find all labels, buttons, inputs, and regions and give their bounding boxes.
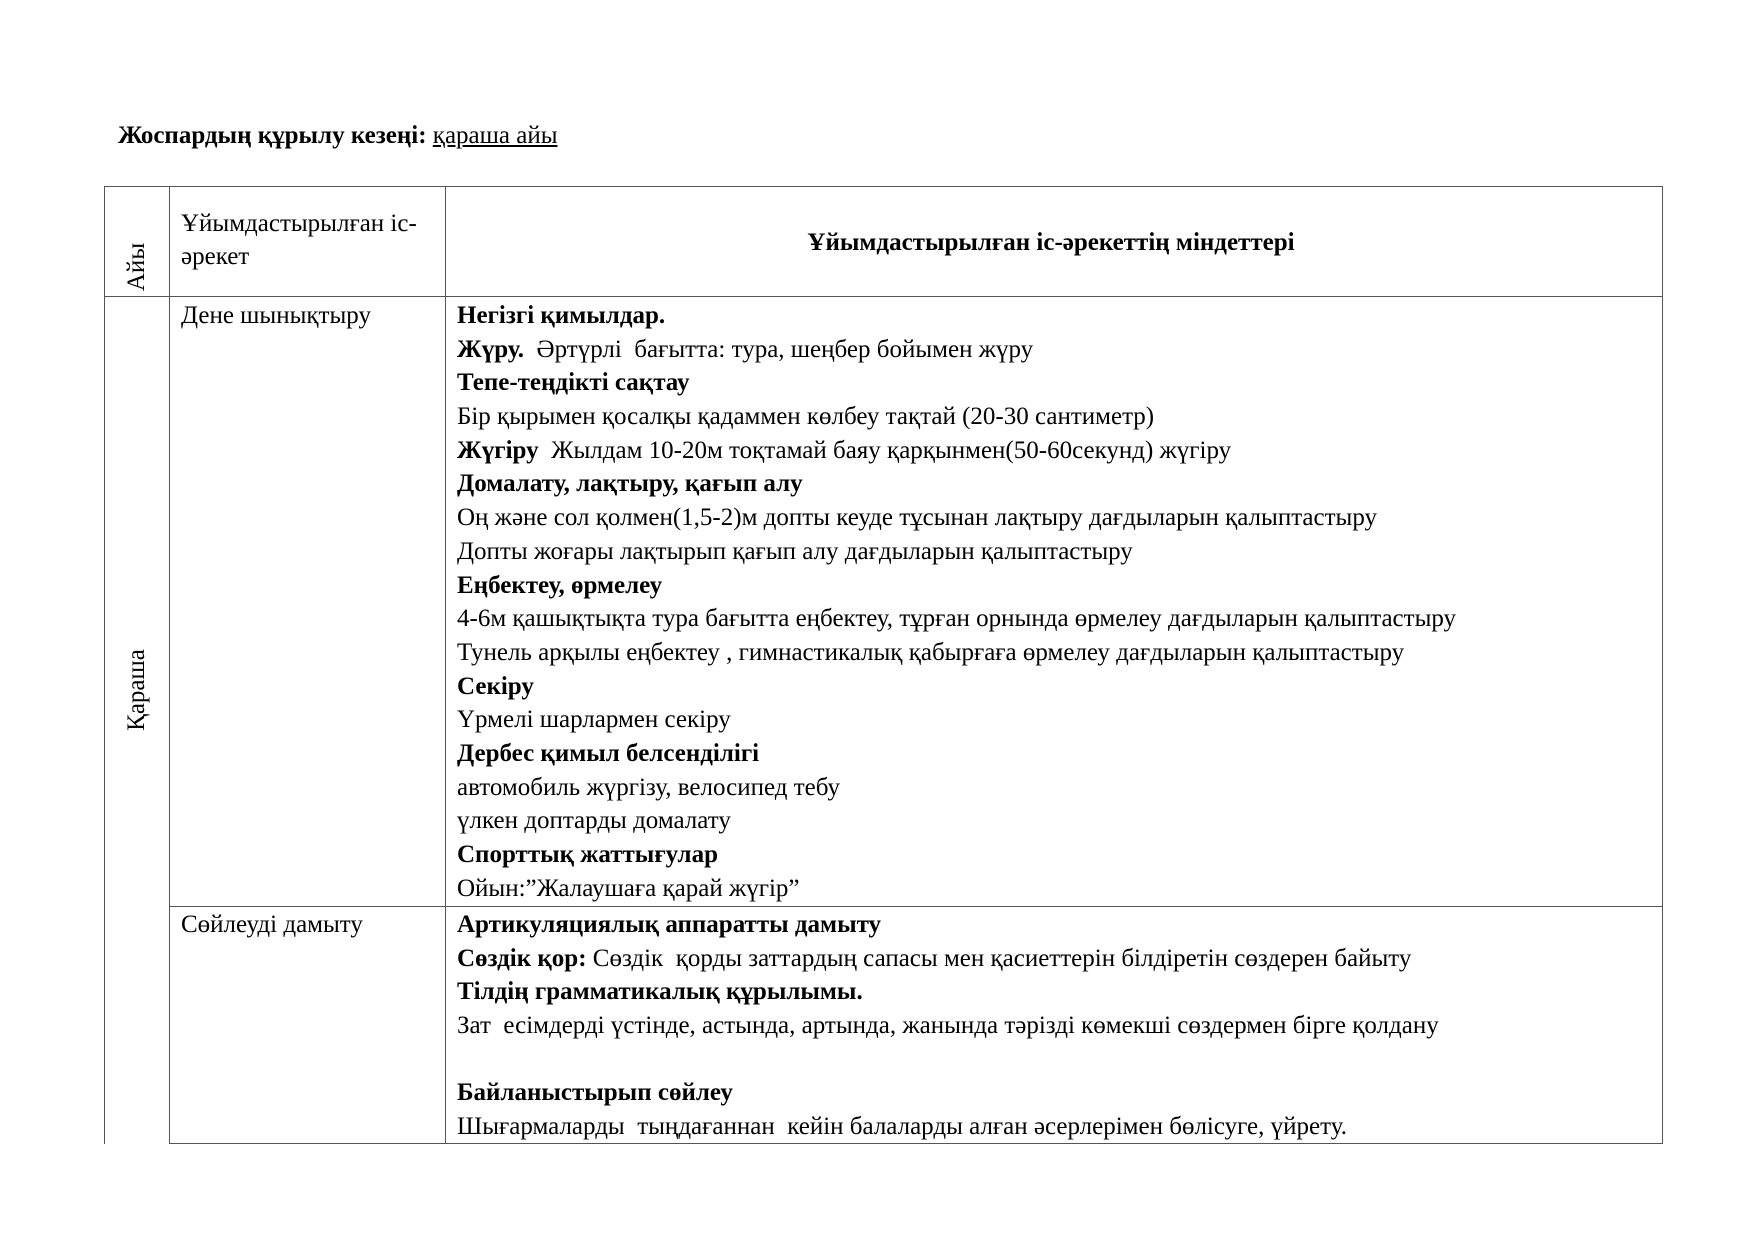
task-line-text: үлкен доптарды домалату [457, 807, 731, 835]
task-line [457, 400, 1456, 434]
tasks-cell-physical [457, 299, 1456, 905]
task-line-bold: Жүру. [457, 335, 525, 363]
plan-period-label: Жоспардың құрылу кезеңі: [118, 122, 427, 149]
task-line [457, 771, 1456, 805]
task-line [457, 1043, 1439, 1077]
task-line [457, 1076, 1439, 1110]
task-line-text: автомобиль жүргізу, велосипед тебу [457, 773, 840, 801]
task-line [457, 1009, 1439, 1043]
plan-period-heading [118, 118, 558, 154]
plan-period-value: қараша айы [432, 122, 558, 149]
task-line [457, 942, 1439, 976]
task-line [457, 333, 1456, 367]
tasks-cell-speech [457, 908, 1439, 1144]
activity-cell-speech: Сөйлеуді дамыту [181, 911, 363, 938]
task-line [457, 535, 1456, 569]
task-line-bold: Тепе-теңдікті сақтау [457, 369, 690, 397]
task-line-text: Сөздік қорды заттардың сапасы мен қасиеттерін білдіретін сөздерен байыту [586, 944, 1412, 972]
task-line-bold: Артикуляциялық аппаратты дамыту [457, 911, 882, 938]
row-divider [169, 906, 1663, 907]
task-line [457, 975, 1439, 1009]
task-line [457, 670, 1456, 704]
table-top-border [104, 186, 1663, 187]
activity-cell-physical: Дене шынықтыру [181, 302, 371, 329]
task-line [457, 838, 1456, 872]
task-line [457, 804, 1456, 838]
task-line-text: Әртүрлі бағытта: тура, шеңбер бойымен жүру [524, 335, 1034, 363]
task-line [457, 703, 1456, 737]
task-line-bold: Негізгі қимылдар. [457, 302, 666, 329]
task-line [457, 366, 1456, 400]
task-line-text: Шығармаларды тыңдағаннан кейін балаларды алған әсерлерімен бөлісуге, үйрету. [457, 1113, 1347, 1141]
activity-header: Ұйымдастырылған іс-әрекет [181, 210, 417, 270]
header-bottom-border [104, 296, 1663, 297]
task-line [457, 434, 1456, 468]
task-line-bold: Жүгіру [457, 436, 539, 464]
task-line-text: Допты жоғары лақтырып қағып алу дағдыларын қалыптастыру [457, 537, 1133, 565]
task-line-text: Оң және сол қолмен(1,5-2)м допты кеуде тұсынан лақтыру дағдыларын қалыптастыру [457, 504, 1378, 532]
month-column-border [169, 186, 170, 1144]
task-line-text: Үрмелі шарлармен секіру [457, 706, 731, 734]
task-line [457, 299, 1456, 333]
month-value: Қараша [123, 649, 150, 731]
activity-column-border [445, 186, 446, 1144]
task-line-text: Жылдам 10-20м тоқтамай баяу қарқынмен(50-60секунд) жүгіру [538, 436, 1232, 464]
task-line-bold: Дербес қимыл белсенділігі [457, 739, 760, 767]
task-line-bold: Сөздік қор: [457, 944, 587, 972]
task-line-text: Тунель арқылы еңбектеу , гимнастикалық қабырғаға өрмелеу дағдыларын қалыптастыру [457, 638, 1405, 666]
task-line-text: 4-6м қашықтықта тура бағытта еңбектеу, тұрған орнында өрмелеу дағдыларын қалыптастыру [457, 605, 1457, 633]
task-line [457, 872, 1456, 906]
table-left-border [104, 186, 105, 1144]
task-line-text: Бір қырымен қосалқы қадаммен көлбеу тақтай (20-30 сантиметр) [457, 403, 1155, 431]
task-line-bold: Еңбектеу, өрмелеу [457, 571, 663, 599]
month-header: Айы [123, 242, 150, 292]
task-line-text: Зат есімдерді үстінде, астында, артында, жанында тәрізді көмекші сөздермен бірге қолдану [457, 1012, 1439, 1040]
task-line [457, 602, 1456, 636]
task-line [457, 636, 1456, 670]
table-right-border [1662, 186, 1663, 1144]
task-line [457, 1110, 1439, 1144]
task-line-bold: Байланыстырып сөйлеу [457, 1079, 733, 1107]
task-line-bold: Секіру [457, 672, 534, 700]
task-line [457, 908, 1439, 942]
task-line [457, 501, 1456, 535]
task-line-text: Ойын:”Жалаушаға қарай жүгір” [457, 874, 800, 902]
task-line-bold: Тілдің грамматикалық құрылымы. [457, 978, 863, 1006]
task-line [457, 467, 1456, 501]
tasks-header: Ұйымдастырылған іс-әрекеттің міндеттері [807, 229, 1295, 256]
task-line [457, 569, 1456, 603]
task-line-bold: Спорттық жаттығулар [457, 841, 718, 868]
task-line [457, 737, 1456, 771]
task-line-bold: Домалату, лақтыру, қағып алу [457, 470, 803, 498]
